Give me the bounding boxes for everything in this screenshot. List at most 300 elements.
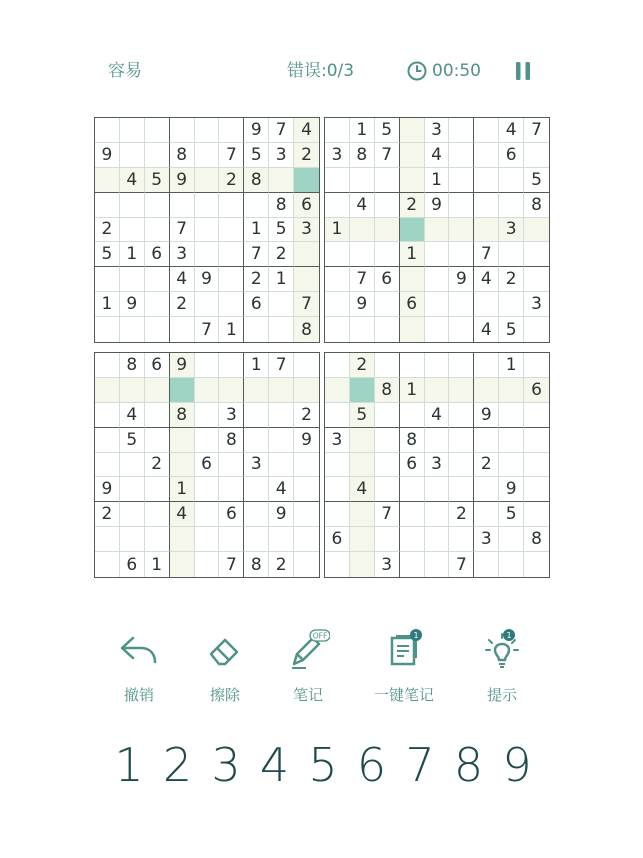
sudoku-cell[interactable]: 2	[269, 552, 294, 577]
sudoku-cell[interactable]	[95, 118, 120, 143]
sudoku-cell[interactable]: 3	[325, 143, 350, 168]
sudoku-cell[interactable]	[95, 428, 120, 453]
sudoku-cell[interactable]	[350, 242, 375, 267]
sudoku-cell[interactable]: 7	[269, 353, 294, 378]
sudoku-cell[interactable]	[170, 552, 195, 577]
sudoku-cell[interactable]	[425, 292, 450, 317]
sudoku-cell[interactable]	[294, 353, 319, 378]
sudoku-cell[interactable]	[425, 502, 450, 527]
sudoku-cell[interactable]	[145, 502, 170, 527]
sudoku-cell[interactable]	[400, 267, 425, 292]
sudoku-cell[interactable]	[325, 292, 350, 317]
sudoku-cell[interactable]	[95, 193, 120, 218]
sudoku-cell[interactable]	[325, 477, 350, 502]
sudoku-cell[interactable]: 1	[400, 242, 425, 267]
sudoku-cell[interactable]	[195, 118, 220, 143]
sudoku-cell[interactable]: 8	[170, 143, 195, 168]
sudoku-cell[interactable]: 3	[425, 118, 450, 143]
sudoku-cell[interactable]	[524, 428, 549, 453]
sudoku-cell[interactable]	[375, 168, 400, 193]
sudoku-cell[interactable]: 9	[95, 143, 120, 168]
sudoku-cell[interactable]	[425, 242, 450, 267]
sudoku-cell[interactable]	[269, 403, 294, 428]
sudoku-cell[interactable]	[195, 403, 220, 428]
sudoku-cell[interactable]: 7	[219, 143, 244, 168]
sudoku-cell[interactable]: 3	[170, 242, 195, 267]
sudoku-cell[interactable]	[325, 193, 350, 218]
sudoku-cell[interactable]	[400, 317, 425, 342]
sudoku-cell[interactable]	[325, 403, 350, 428]
sudoku-cell[interactable]	[325, 453, 350, 478]
sudoku-cell[interactable]	[219, 218, 244, 243]
sudoku-cell[interactable]	[499, 168, 524, 193]
sudoku-cell[interactable]	[425, 428, 450, 453]
sudoku-cell[interactable]: 6	[219, 502, 244, 527]
sudoku-cell[interactable]: 4	[269, 477, 294, 502]
sudoku-cell[interactable]	[95, 168, 120, 193]
sudoku-cell[interactable]: 5	[499, 502, 524, 527]
sudoku-cell[interactable]	[195, 527, 220, 552]
sudoku-cell[interactable]	[499, 378, 524, 403]
sudoku-cell[interactable]	[325, 168, 350, 193]
sudoku-cell[interactable]	[425, 477, 450, 502]
sudoku-cell[interactable]	[294, 477, 319, 502]
sudoku-cell[interactable]	[449, 218, 474, 243]
sudoku-cell[interactable]: 3	[474, 527, 499, 552]
sudoku-cell[interactable]	[145, 317, 170, 342]
sudoku-cell[interactable]	[375, 403, 400, 428]
sudoku-cell[interactable]: 8	[350, 143, 375, 168]
sudoku-cell[interactable]	[474, 168, 499, 193]
sudoku-cell[interactable]: 1	[219, 317, 244, 342]
sudoku-cell[interactable]	[400, 477, 425, 502]
sudoku-cell[interactable]: 6	[294, 193, 319, 218]
sudoku-cell[interactable]	[294, 453, 319, 478]
sudoku-cell[interactable]	[425, 317, 450, 342]
notes-button[interactable]	[273, 628, 343, 705]
sudoku-cell[interactable]	[195, 502, 220, 527]
sudoku-cell[interactable]: 6	[499, 143, 524, 168]
sudoku-cell[interactable]: 4	[474, 317, 499, 342]
sudoku-cell[interactable]: 4	[170, 502, 195, 527]
sudoku-cell[interactable]	[120, 502, 145, 527]
sudoku-cell[interactable]	[170, 193, 195, 218]
sudoku-cell[interactable]: 8	[170, 403, 195, 428]
sudoku-cell[interactable]	[145, 193, 170, 218]
sudoku-cell[interactable]: 9	[425, 193, 450, 218]
sudoku-cell[interactable]: 9	[120, 292, 145, 317]
sudoku-cell[interactable]: 9	[170, 353, 195, 378]
difficulty-label[interactable]: 容易	[108, 61, 142, 81]
sudoku-cell[interactable]: 4	[294, 118, 319, 143]
sudoku-cell[interactable]: 6	[400, 453, 425, 478]
sudoku-cell[interactable]	[499, 242, 524, 267]
sudoku-cell[interactable]	[524, 552, 549, 577]
sudoku-cell[interactable]	[120, 143, 145, 168]
sudoku-cell[interactable]	[145, 428, 170, 453]
sudoku-cell[interactable]	[195, 218, 220, 243]
sudoku-cell[interactable]	[474, 143, 499, 168]
sudoku-cell[interactable]	[524, 453, 549, 478]
sudoku-cell[interactable]	[120, 267, 145, 292]
sudoku-cell[interactable]	[294, 502, 319, 527]
sudoku-cell[interactable]: 5	[120, 428, 145, 453]
sudoku-cell[interactable]: 1	[325, 218, 350, 243]
sudoku-cell[interactable]	[400, 353, 425, 378]
sudoku-cell[interactable]: 8	[219, 428, 244, 453]
sudoku-cell[interactable]: 6	[375, 267, 400, 292]
sudoku-cell[interactable]	[219, 453, 244, 478]
sudoku-cell[interactable]	[145, 218, 170, 243]
sudoku-cell[interactable]	[449, 292, 474, 317]
sudoku-cell[interactable]	[449, 428, 474, 453]
sudoku-cell[interactable]	[294, 168, 319, 193]
sudoku-cell[interactable]	[269, 453, 294, 478]
number-key-5[interactable]: 5	[308, 738, 338, 792]
sudoku-cell[interactable]	[195, 168, 220, 193]
sudoku-cell[interactable]	[244, 477, 269, 502]
sudoku-cell[interactable]: 6	[400, 292, 425, 317]
sudoku-cell[interactable]	[400, 502, 425, 527]
sudoku-cell[interactable]: 2	[350, 353, 375, 378]
sudoku-cell[interactable]: 4	[474, 267, 499, 292]
sudoku-cell[interactable]	[195, 428, 220, 453]
sudoku-cell[interactable]	[449, 317, 474, 342]
sudoku-cell[interactable]: 4	[120, 403, 145, 428]
sudoku-cell[interactable]	[95, 267, 120, 292]
sudoku-cell[interactable]	[294, 527, 319, 552]
sudoku-cell[interactable]: 4	[120, 168, 145, 193]
sudoku-cell[interactable]: 3	[294, 218, 319, 243]
sudoku-cell[interactable]: 5	[95, 242, 120, 267]
sudoku-cell[interactable]: 2	[95, 502, 120, 527]
sudoku-cell[interactable]	[474, 502, 499, 527]
sudoku-cell[interactable]	[375, 477, 400, 502]
sudoku-cell[interactable]	[524, 317, 549, 342]
sudoku-cell[interactable]	[499, 453, 524, 478]
sudoku-cell[interactable]	[325, 317, 350, 342]
sudoku-cell[interactable]	[375, 353, 400, 378]
sudoku-cell[interactable]	[145, 292, 170, 317]
sudoku-cell[interactable]	[170, 527, 195, 552]
sudoku-cell[interactable]	[195, 292, 220, 317]
sudoku-cell[interactable]	[524, 242, 549, 267]
sudoku-cell[interactable]: 6	[195, 453, 220, 478]
sudoku-cell[interactable]: 3	[325, 428, 350, 453]
pause-button[interactable]	[512, 60, 534, 82]
sudoku-cell[interactable]	[325, 118, 350, 143]
sudoku-cell[interactable]	[195, 477, 220, 502]
number-key-6[interactable]: 6	[356, 738, 387, 792]
sudoku-cell[interactable]	[325, 378, 350, 403]
sudoku-cell[interactable]	[244, 502, 269, 527]
sudoku-cell[interactable]	[195, 353, 220, 378]
sudoku-cell[interactable]: 9	[350, 292, 375, 317]
sudoku-cell[interactable]	[375, 193, 400, 218]
sudoku-cell[interactable]: 2	[400, 193, 425, 218]
sudoku-cell[interactable]	[170, 428, 195, 453]
sudoku-cell[interactable]: 8	[269, 193, 294, 218]
sudoku-cell[interactable]	[524, 143, 549, 168]
sudoku-cell[interactable]	[449, 403, 474, 428]
sudoku-cell[interactable]: 2	[499, 267, 524, 292]
sudoku-cell[interactable]	[170, 317, 195, 342]
sudoku-cell[interactable]: 1	[425, 168, 450, 193]
sudoku-cell[interactable]	[350, 317, 375, 342]
sudoku-cell[interactable]	[145, 118, 170, 143]
sudoku-cell[interactable]: 4	[170, 267, 195, 292]
sudoku-cell[interactable]: 5	[145, 168, 170, 193]
sudoku-cell[interactable]: 9	[499, 477, 524, 502]
sudoku-cell[interactable]: 3	[524, 292, 549, 317]
sudoku-cell[interactable]: 7	[244, 242, 269, 267]
sudoku-cell[interactable]	[95, 353, 120, 378]
sudoku-cell[interactable]	[350, 453, 375, 478]
sudoku-cell[interactable]: 2	[449, 502, 474, 527]
sudoku-cell[interactable]: 7	[195, 317, 220, 342]
sudoku-cell[interactable]: 5	[499, 317, 524, 342]
sudoku-cell[interactable]	[95, 527, 120, 552]
sudoku-cell[interactable]: 4	[425, 403, 450, 428]
number-key-1[interactable]: 1	[114, 738, 144, 792]
sudoku-cell[interactable]: 6	[145, 242, 170, 267]
sudoku-cell[interactable]: 1	[95, 292, 120, 317]
sudoku-cell[interactable]: 2	[170, 292, 195, 317]
sudoku-cell[interactable]: 8	[120, 353, 145, 378]
sudoku-cell[interactable]: 7	[269, 118, 294, 143]
sudoku-cell[interactable]: 8	[244, 552, 269, 577]
sudoku-cell[interactable]	[400, 143, 425, 168]
sudoku-cell[interactable]	[400, 118, 425, 143]
sudoku-cell[interactable]: 7	[294, 292, 319, 317]
sudoku-cell[interactable]: 2	[294, 143, 319, 168]
sudoku-cell[interactable]	[145, 477, 170, 502]
sudoku-cell[interactable]: 9	[95, 477, 120, 502]
sudoku-cell[interactable]	[499, 292, 524, 317]
sudoku-cell[interactable]	[449, 143, 474, 168]
sudoku-cell[interactable]	[350, 428, 375, 453]
auto-notes-button[interactable]	[369, 628, 439, 705]
sudoku-cell[interactable]	[325, 502, 350, 527]
sudoku-cell[interactable]: 7	[375, 502, 400, 527]
sudoku-cell[interactable]	[375, 317, 400, 342]
sudoku-cell[interactable]	[499, 428, 524, 453]
sudoku-cell[interactable]	[325, 267, 350, 292]
sudoku-cell[interactable]: 9	[294, 428, 319, 453]
sudoku-cell[interactable]	[95, 552, 120, 577]
sudoku-cell[interactable]	[269, 292, 294, 317]
sudoku-cell[interactable]: 9	[244, 118, 269, 143]
sudoku-cell[interactable]	[474, 292, 499, 317]
sudoku-cell[interactable]: 2	[269, 242, 294, 267]
sudoku-cell[interactable]	[524, 353, 549, 378]
sudoku-cell[interactable]: 3	[219, 403, 244, 428]
sudoku-cell[interactable]	[499, 527, 524, 552]
sudoku-cell[interactable]	[195, 143, 220, 168]
number-key-9[interactable]: 9	[502, 738, 532, 792]
sudoku-cell[interactable]	[449, 193, 474, 218]
sudoku-cell[interactable]	[400, 552, 425, 577]
sudoku-cell[interactable]	[425, 552, 450, 577]
sudoku-cell[interactable]	[219, 477, 244, 502]
sudoku-cell[interactable]	[449, 353, 474, 378]
sudoku-cell[interactable]	[195, 193, 220, 218]
sudoku-cell[interactable]: 3	[244, 453, 269, 478]
sudoku-cell[interactable]: 8	[400, 428, 425, 453]
sudoku-cell[interactable]: 9	[170, 168, 195, 193]
sudoku-cell[interactable]	[170, 118, 195, 143]
sudoku-cell[interactable]	[375, 453, 400, 478]
sudoku-cell[interactable]	[145, 143, 170, 168]
sudoku-cell[interactable]	[269, 527, 294, 552]
sudoku-cell[interactable]: 6	[244, 292, 269, 317]
sudoku-cell[interactable]	[474, 193, 499, 218]
sudoku-cell[interactable]: 4	[499, 118, 524, 143]
sudoku-cell[interactable]: 2	[145, 453, 170, 478]
sudoku-cell[interactable]: 1	[170, 477, 195, 502]
sudoku-cell[interactable]	[400, 403, 425, 428]
sudoku-cell[interactable]	[95, 317, 120, 342]
sudoku-cell[interactable]	[294, 378, 319, 403]
sudoku-cell[interactable]	[524, 502, 549, 527]
sudoku-cell[interactable]	[120, 193, 145, 218]
sudoku-cell[interactable]: 4	[350, 193, 375, 218]
sudoku-cell[interactable]: 7	[170, 218, 195, 243]
sudoku-cell[interactable]	[425, 527, 450, 552]
sudoku-cell[interactable]	[145, 527, 170, 552]
sudoku-cell[interactable]	[375, 218, 400, 243]
sudoku-cell[interactable]	[474, 428, 499, 453]
sudoku-cell[interactable]: 4	[425, 143, 450, 168]
sudoku-cell[interactable]: 3	[425, 453, 450, 478]
sudoku-cell[interactable]: 6	[524, 378, 549, 403]
sudoku-cell[interactable]	[219, 242, 244, 267]
sudoku-cell[interactable]	[375, 242, 400, 267]
number-key-8[interactable]: 8	[453, 738, 484, 792]
sudoku-cell[interactable]	[244, 403, 269, 428]
sudoku-cell[interactable]: 5	[375, 118, 400, 143]
sudoku-cell[interactable]	[425, 353, 450, 378]
sudoku-cell[interactable]	[350, 552, 375, 577]
sudoku-cell[interactable]	[499, 193, 524, 218]
sudoku-cell[interactable]	[375, 527, 400, 552]
sudoku-cell[interactable]: 5	[269, 218, 294, 243]
sudoku-cell[interactable]	[120, 218, 145, 243]
sudoku-cell[interactable]: 5	[524, 168, 549, 193]
sudoku-cell[interactable]	[95, 378, 120, 403]
sudoku-cell[interactable]	[449, 378, 474, 403]
sudoku-cell[interactable]: 3	[375, 552, 400, 577]
number-key-7[interactable]: 7	[405, 738, 435, 792]
sudoku-cell[interactable]	[219, 292, 244, 317]
sudoku-cell[interactable]	[269, 428, 294, 453]
sudoku-cell[interactable]	[524, 218, 549, 243]
sudoku-cell[interactable]: 9	[474, 403, 499, 428]
sudoku-cell[interactable]	[400, 218, 425, 243]
sudoku-cell[interactable]: 1	[145, 552, 170, 577]
sudoku-cell[interactable]: 7	[219, 552, 244, 577]
sudoku-cell[interactable]: 7	[524, 118, 549, 143]
sudoku-cell[interactable]	[474, 378, 499, 403]
sudoku-cell[interactable]	[294, 267, 319, 292]
sudoku-cell[interactable]	[524, 477, 549, 502]
sudoku-cell[interactable]: 1	[244, 353, 269, 378]
sudoku-cell[interactable]	[499, 552, 524, 577]
sudoku-cell[interactable]: 8	[524, 193, 549, 218]
sudoku-cell[interactable]	[269, 168, 294, 193]
sudoku-cell[interactable]	[145, 267, 170, 292]
hint-button[interactable]	[467, 628, 537, 705]
sudoku-cell[interactable]	[474, 477, 499, 502]
sudoku-cell[interactable]: 7	[350, 267, 375, 292]
sudoku-cell[interactable]: 1	[120, 242, 145, 267]
sudoku-cell[interactable]: 9	[449, 267, 474, 292]
sudoku-cell[interactable]	[325, 552, 350, 577]
sudoku-cell[interactable]	[449, 527, 474, 552]
sudoku-cell[interactable]	[170, 378, 195, 403]
sudoku-cell[interactable]	[269, 378, 294, 403]
sudoku-cell[interactable]: 6	[120, 552, 145, 577]
sudoku-cell[interactable]	[400, 527, 425, 552]
sudoku-cell[interactable]: 8	[244, 168, 269, 193]
sudoku-cell[interactable]	[499, 403, 524, 428]
sudoku-cell[interactable]	[219, 353, 244, 378]
sudoku-cell[interactable]	[95, 403, 120, 428]
sudoku-cell[interactable]: 2	[294, 403, 319, 428]
sudoku-cell[interactable]	[474, 118, 499, 143]
sudoku-cell[interactable]	[375, 292, 400, 317]
sudoku-cell[interactable]	[474, 552, 499, 577]
sudoku-cell[interactable]: 1	[269, 267, 294, 292]
sudoku-cell[interactable]	[269, 317, 294, 342]
sudoku-cell[interactable]	[325, 353, 350, 378]
sudoku-cell[interactable]	[375, 428, 400, 453]
sudoku-cell[interactable]	[219, 378, 244, 403]
sudoku-cell[interactable]	[145, 403, 170, 428]
sudoku-cell[interactable]	[294, 552, 319, 577]
sudoku-cell[interactable]	[474, 353, 499, 378]
sudoku-cell[interactable]	[425, 218, 450, 243]
sudoku-cell[interactable]	[219, 267, 244, 292]
number-key-3[interactable]: 3	[211, 738, 241, 792]
sudoku-cell[interactable]: 2	[474, 453, 499, 478]
sudoku-cell[interactable]	[425, 267, 450, 292]
sudoku-cell[interactable]	[244, 428, 269, 453]
sudoku-cell[interactable]	[120, 527, 145, 552]
sudoku-cell[interactable]	[294, 242, 319, 267]
sudoku-cell[interactable]	[219, 118, 244, 143]
sudoku-cell[interactable]	[325, 242, 350, 267]
sudoku-cell[interactable]	[145, 378, 170, 403]
sudoku-cell[interactable]: 3	[269, 143, 294, 168]
sudoku-cell[interactable]: 6	[145, 353, 170, 378]
sudoku-cell[interactable]	[400, 168, 425, 193]
sudoku-cell[interactable]: 1	[499, 353, 524, 378]
sudoku-cell[interactable]: 1	[244, 218, 269, 243]
sudoku-cell[interactable]	[120, 477, 145, 502]
sudoku-cell[interactable]: 4	[350, 477, 375, 502]
sudoku-cell[interactable]: 8	[524, 527, 549, 552]
number-key-4[interactable]: 4	[259, 738, 290, 792]
sudoku-cell[interactable]: 7	[474, 242, 499, 267]
sudoku-cell[interactable]: 8	[375, 378, 400, 403]
sudoku-cell[interactable]	[95, 453, 120, 478]
sudoku-cell[interactable]: 2	[219, 168, 244, 193]
sudoku-cell[interactable]: 7	[375, 143, 400, 168]
sudoku-cell[interactable]	[474, 218, 499, 243]
erase-button[interactable]	[190, 628, 260, 705]
sudoku-cell[interactable]: 2	[95, 218, 120, 243]
